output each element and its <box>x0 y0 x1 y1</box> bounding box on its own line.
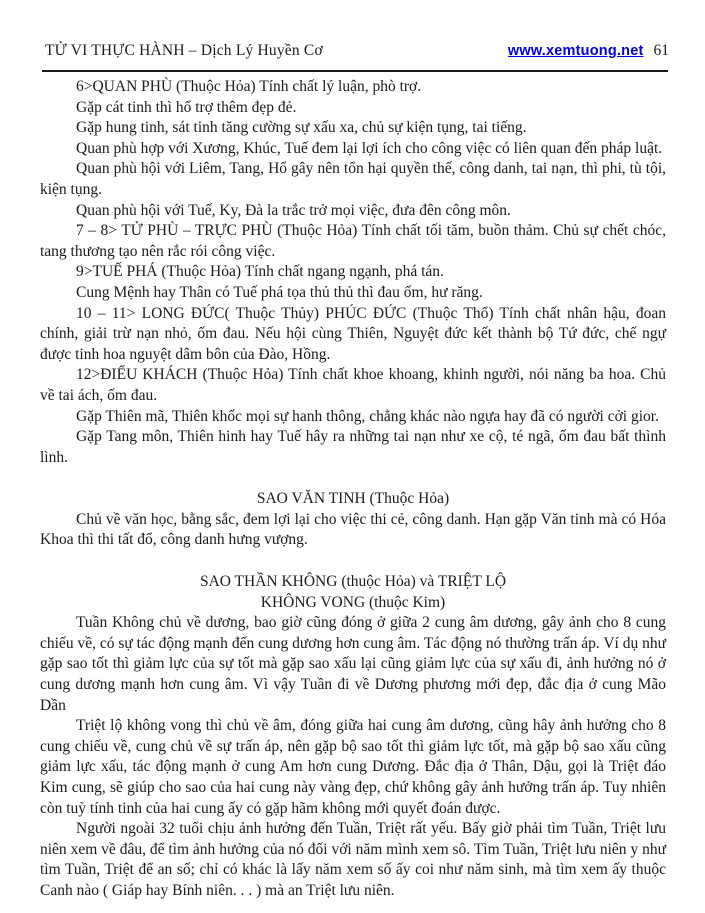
paragraph: Người ngoài 32 tuổi chịu ảnh hưởng đến Tuần, Triệt rất yếu. Bấy giờ phải tìm Tuần, Triệt lưu niên xem về đâu, để tìm ảnh hưởng của nó đối với năm mình xem sô. Tìm Tuần, Triệt lưu niên y như tìm Tuần, Triệt để an số; chỉ có khác là lấy năm xem số ấy coi như năm sinh, mà tìm xem ấy thuộc Canh nào ( Giáp hay Bính niên. . . ) mà an Triệt lưu niên. <box>40 820 666 899</box>
paragraph: 6>QUAN PHÙ (Thuộc Hỏa) Tính chất lý luận, phò trợ. <box>76 78 422 95</box>
paragraph: Gặp hung tinh, sát tinh tăng cường sự xấu xa, chủ sự kiện tụng, tai tiếng. <box>76 119 527 137</box>
paragraph: Gặp Tang môn, Thiên hinh hay Tuế hây ra những tai nạn như xe cộ, té ngã, ốm đau bất thình lình. <box>40 428 666 466</box>
section-heading-van-tinh: SAO VĂN TINH (Thuộc Hỏa) <box>256 490 450 508</box>
paragraph: Quan phù hội với Liêm, Tang, Hổ gây nên tổn hại quyền thế, công danh, tai nạn, thì phi, tù tội, kiện tụng. <box>40 160 666 198</box>
section-heading-tuan-khong-line2: KHÔNG VONG (thuộc Kim) <box>260 593 446 611</box>
paragraph: Quan phù hợp với Xương, Khúc, Tuế đem lại lợi ích cho công việc có liên quan đến pháp luật. <box>76 139 663 157</box>
paragraph: 12>ĐIẾU KHÁCH (Thuộc Hỏa) Tính chất khoe khoang, khinh người, nói năng ba hoa. Chủ về tai ách, ốm đau. <box>40 366 666 404</box>
document-body <box>40 77 666 902</box>
paragraph: 7 – 8> TỬ PHÙ – TRỰC PHÙ (Thuộc Hỏa) Tính chất tối tăm, buồn thảm. Chủ sự chết chóc, tang thương tạo nên rắc rói công việc. <box>40 222 666 260</box>
page-header <box>45 42 669 60</box>
page-number: 61 <box>653 42 669 59</box>
paragraph: Chủ về văn học, bằng sắc, đem lợi lại cho việc thi cẻ, công danh. Hạn gặp Văn tinh mà có Hóa Khoa thì thi tất đổ, công danh hưng vượng. <box>40 510 666 549</box>
section-heading-tuan-khong-line1: SAO THẦN KHÔNG (thuộc Hỏa) và TRIỆT LỘ <box>199 573 507 591</box>
paragraph: Tuần Không chủ về dương, bao giờ cũng đóng ở giữa 2 cung âm dương, gây ảnh cho 8 cung chiếu về, có sự tác động mạnh đến cung dương hơn cung âm. Tác động nó thường trấn áp. Ví dụ như gặp sao tốt thì giảm lực của sự tốt mà gặp sao xấu lại cũng giảm lực của sự xấu đi, ảnh hưởng nó ở cung dương mạnh hơn cung âm. Vì vậy Tuần đi về Dương phương mới đẹp, đắc địa ở cung Mão Dần <box>40 614 666 714</box>
paragraph: Gặp Thiên mã, Thiên khốc mọi sự hanh thông, chẳng khác nào ngựa hay đã có người cởi gior. <box>76 407 659 425</box>
paragraph: Cung Mệnh hay Thân có Tuế phá tọa thủ thủ thì đau ốm, hư răng. <box>76 283 483 301</box>
header-right-group <box>508 42 669 60</box>
paragraph: Quan phù hội với Tuế, Ky, Đà la trắc trở mọi việc, đưa đên công môn. <box>76 201 511 219</box>
paragraph: Gặp cát tinh thì hổ trợ thêm đẹp đẻ. <box>76 98 297 116</box>
header-divider <box>42 70 668 72</box>
document-title: TỬ VI THỰC HÀNH – Dịch Lý Huyền Cơ <box>45 42 323 59</box>
website-link[interactable]: www.xemtuong.net <box>507 43 644 59</box>
paragraph: Triệt lộ không vong thì chủ về âm, đóng giữa hai cung âm dương, cũng hây ảnh hưởng cho 8 cung chiếu về, cung chủ về sự trấn áp, nên gặp bộ sao tốt thì giảm lực tốt, mà gặp bộ sao xấu cũng giảm lực xấu, tác động mạnh ở cung Am hơn cung Dương. Đắc địa ở Thân, Dậu, gọi là Triệt đáo Kim cung, sẽ giúp cho sao của hai cung này vàng đẹp, chứ không gây ảnh hưởng trấn áp. Tuy nhiên còn tuỳ tính tinh của hai cung ấy có gặp hãm không mới quyết đoán được. <box>40 717 666 817</box>
paragraph: 10 – 11> LONG ĐỨC( Thuộc Thủy) PHÚC ĐỨC (Thuộc Thổ) Tính chất nhân hậu, đoan chính, giải trừ nạn nhỏ, ốm đau. Nếu hội cùng Thiên, Nguyệt đức kết thành bộ Tứ đức, chế ngự được tinh hoa nguyệt dâm bôn của Đào, Hồng. <box>40 304 666 363</box>
paragraph: 9>TUẾ PHÁ (Thuộc Hỏa) Tính chất ngang ngạnh, phá tán. <box>76 263 444 281</box>
